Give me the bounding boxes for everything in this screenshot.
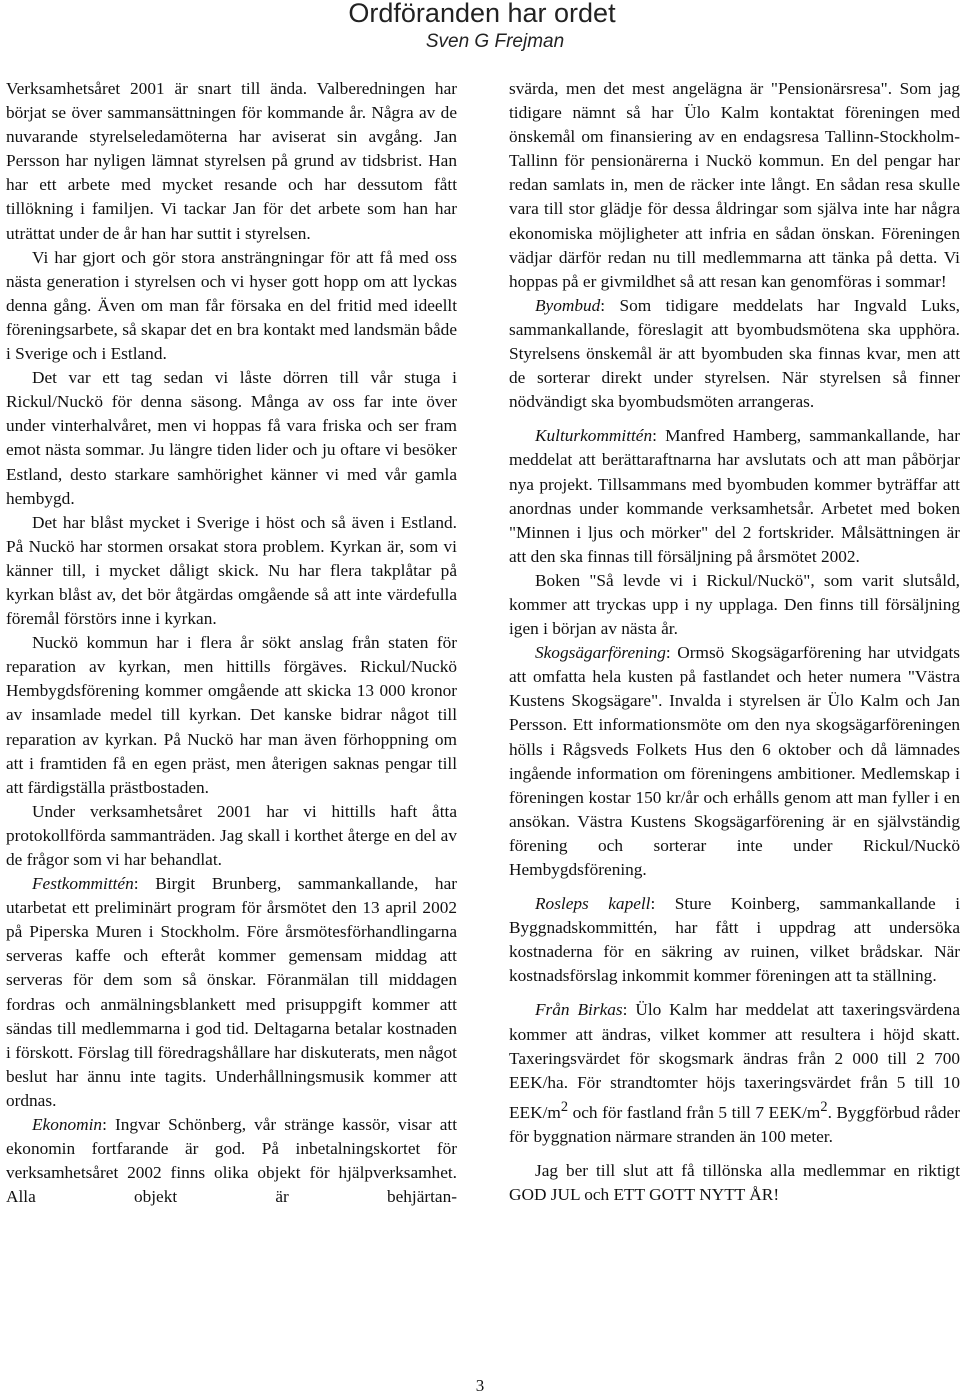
section-label: Rosleps kapell <box>535 894 651 914</box>
paragraph: Boken "Så levde vi i Rickul/Nuckö", som varit slutsåld, kommer att tryckas upp i ny upplaga. Den finns till försäljning igen i början av nästa år. <box>509 570 960 639</box>
paragraph-festkommitten <box>6 872 457 1113</box>
paragraph-text: : Ingvar Schönberg, vår stränge kassör, visar att ekonomin fortfarande är god. På inbetalningskortet för verksamhetsåret 2002 finns olika objekt för hjälpverksamhet. Alla objekt är behjärtan- <box>6 1115 457 1207</box>
section-label: Byombud <box>535 295 601 315</box>
paragraph: Det har blåst mycket i Sverige i höst och så även i Estland. På Nuckö har stormen orsakat stora problem. Kyrkan är, som vi känner till, i mycket dåligt skick. Nu har flera takplåtar på kyrkan blåst av, det bör åtgärdas omgående så att inte värdefulla föremål förstörs inne i kyrkan. <box>6 512 457 629</box>
author-byline: Sven G Frejman <box>425 31 565 52</box>
paragraph-text: : Birgit Brunberg, sammankallande, har utarbetat ett preliminärt program för årsmötet den 13 april 2002 på Piperska Muren i Stockholm. Före årsmötesförhandlingarna serveras kaffe och efteråt kommer gemensam middag att serveras för dem som så önskar. Föranmälan till middagen fordras och anmälningsblankett med prisuppgift kommer att sändas till medlemmarna i god tid. Deltagarna betalar kostnaden i förskott. Förslag till föredragshållare har diskuterats, men något beslut har ännu inte tagits. Underhållningsmusik kommer att ordnas. <box>6 874 457 1110</box>
paragraph-byombud <box>509 294 960 414</box>
paragraph-rosleps-kapell <box>509 892 960 988</box>
superscript: 2 <box>820 1098 828 1115</box>
paragraph: Nuckö kommun har i flera år sökt anslag från staten för reparation av kyrkan, men hittills förgäves. Rickul/Nuckö Hembygdsförening kommer omgående att skicka 13 000 kronor av insamlade medel till kyrkan. Det kanske bidrar något till reparation av kyrkan. På Nuckö har man även förhoppning om att i framtiden få en egen präst, men återigen saknas pengar till att färdigställa prästbostaden. <box>6 633 457 797</box>
page-title: Ordföranden har ordet <box>348 0 616 28</box>
paragraph-text: : Sture Koinberg, sammankallande i Byggnadskommittén, har fått i uppdrag att undersöka kostnaderna för en säkring av ruinen, vilket brådskar. När kostnadsförslag inkommit kommer föreningen att ta ställning. <box>509 894 960 986</box>
section-label: Ekonomin <box>32 1115 103 1135</box>
section-label: Skogsägarförening <box>535 643 666 663</box>
paragraph: Under verksamhetsåret 2001 har vi hittills haft åtta protokollförda sammanträden. Jag skall i korthet återge en del av de frågor som vi har behandlat. <box>6 801 457 869</box>
closing-greeting: Jag ber till slut att få tillönska alla medlemmar en riktigt GOD JUL och ETT GOTT NYTT ÅR! <box>509 1160 960 1204</box>
section-label: Kulturkommittén <box>535 426 653 446</box>
paragraph-ekonomin <box>6 1113 457 1209</box>
paragraph-text: . Byggförbud råder för byggnation närmare stranden än 100 meter. <box>509 1102 960 1146</box>
superscript: 2 <box>560 1098 569 1115</box>
paragraph: Det var ett tag sedan vi låste dörren till vår stuga i Rickul/Nuckö för denna säsong. Många av oss far inte över under vinterhalvåret, men vi hoppas få vara friska och ser fram emot nästa sommar. Ju längre tiden lider och ju oftare vi besöker Estland, desto starkare samhörighet känner vi med vår gamla hembygd. <box>6 368 457 508</box>
paragraph-text: : Ormsö Skogsägarförening har utvidgats att omfatta hela kusten på fastlandet och heter numera "Västra Kustens Skogsägare". Invalda i styrelsen är Ülo Kalm och Jan Persson. Ett informationsmöte om den nya skogsägarföreningen hölls i Rågsveds Folkets Hus den 6 oktober och då lämnades ingående information om föreningens ambitioner. Medlemskap i föreningen kostar 150 kr/år och erhålls genom att man fyller i en ansökan. Västra Kustens Skogsägarförening är en självständig förening och sorterar inte under Rickul/Nuckö Hembygdsförening. <box>509 643 960 879</box>
paragraph-text: : Manfred Hamberg, sammankallande, har meddelat att berättaraftnarna har avslutats och att man påbörjar nya projekt. Tillsammans med byombuden kommer byträffar att anordnas under kommande verksamhetsår. Arbetet med boken "Minnen i ljus och mörker" del 2 fortskrider. Målsättningen är att den ska finnas till försäljning på årsmötet 2002. <box>509 426 960 566</box>
page-number: 3 <box>475 1376 485 1395</box>
section-label: Festkommittén <box>32 874 134 894</box>
paragraph: svärda, men det mest angelägna är "Pensionärsresa". Som jag tidigare nämnt så har Ülo Kalm kontaktat föreningen med önskemål om finansiering av en endagsresa Tallinn-Stockholm-Tallinn för pensionärerna i Nuckö kommun. En del pengar har redan samlats in, men de räcker inte långt. En sådan resa skulle vara till stor glädje för dessa åldringar som själva inte har några ekonomiska möjligheter att infria en sådan önskan. Föreningen vädjar därför redan nu till medlemmarna att tänka på detta. Vi hoppas på er givmildhet så att resan kan genomföras i sommar! <box>509 79 960 291</box>
paragraph-text: och för fastland från 5 till 7 EEK/m <box>568 1102 821 1122</box>
paragraph: Vi har gjort och gör stora ansträngningar för att få med oss nästa generation i styrelsen och vi hyser gott hopp om att lyckas denna gång. Även om man får försaka en del fritid med ideellt föreningsarbete, så skapar det en bra kontakt med landsmän både i Sverige och i Estland. <box>6 247 457 364</box>
paragraph-skogsagarforening <box>509 641 960 882</box>
right-column <box>509 77 960 1207</box>
left-column <box>6 77 457 1209</box>
paragraph: Verksamhetsåret 2001 är snart till ända. Valberedningen har börjat se över sammansättningen för kommande år. Några av de nuvarande styrelseledamöterna har aviserat sin avgång. Jan Persson har nyligen lämnat styrelsen på grund av tidsbrist. Han har ett arbete med mycket resande och har dessutom fått tillökning i familjen. Vi tackar Jan för det arbete som han har uträttat under de år han har suttit i styrelsen. <box>6 79 457 243</box>
paragraph-text: : Ülo Kalm har meddelat att taxeringsvärdena kommer att ändras, vilket kommer att resultera i höjd skatt. Taxeringsvärdet för skogsmark ändras från 2 000 till 2 700 EEK/ha. För strandtomter höjs taxeringsvärdet från 5 till 10 EEK/m <box>509 1000 960 1122</box>
paragraph-text: : Som tidigare meddelats har Ingvald Luks, sammankallande, föreslagit att byombudsmötena ska upphöra. Styrelsens önskemål är att byombuden ska finnas kvar, men att de sorterar direkt under styrelsen. När styrelsen så finner nödvändigt ska byombudsmöten arrangeras. <box>509 295 960 412</box>
section-label: Från Birkas <box>535 1000 623 1020</box>
paragraph-fran-birkas <box>509 998 960 1148</box>
paragraph-kulturkommitten <box>509 424 960 569</box>
